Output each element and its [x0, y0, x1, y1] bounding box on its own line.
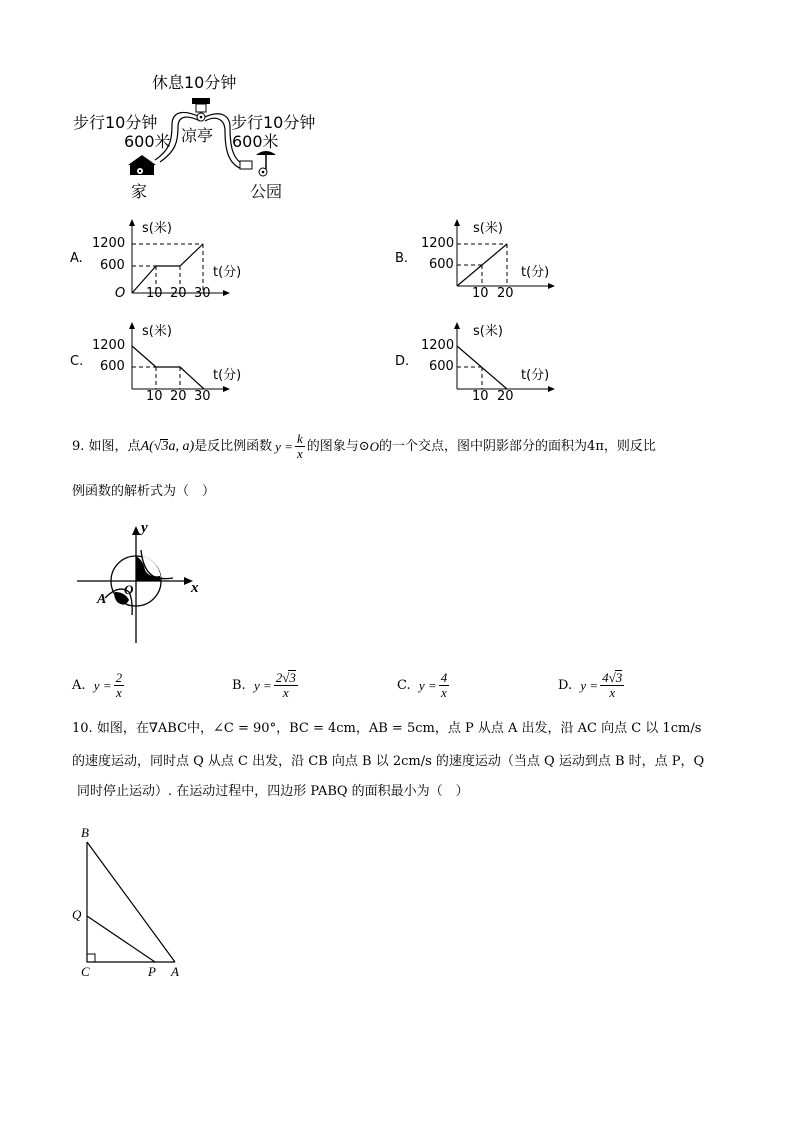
x-tick-20: 20: [170, 389, 187, 404]
option-letter: B.: [232, 677, 246, 693]
question-number: 10.: [72, 721, 93, 736]
option-letter: B.: [395, 251, 409, 266]
intro-figure: [60, 65, 340, 200]
park-label: 公园: [250, 182, 283, 201]
option-letter: A.: [72, 677, 86, 693]
q9-text-4: 的一个交点，图中阴影部分的面积为4π，则反比: [379, 438, 656, 454]
x-tick-10: 10: [472, 286, 489, 301]
graph-origin: O: [115, 286, 126, 301]
x-tick-30: 30: [194, 286, 211, 301]
question-10-line-2: 的速度运动，同时点 Q 从点 C 出发，沿 CB 向点 B 以 2cm/s 的速度运动（当点 Q 运动到点 B 时，点 P，Q: [72, 754, 705, 769]
option-fraction: $\frac{2}{x}$: [115, 669, 123, 700]
graph-option-a: [70, 215, 260, 305]
graph-s-label: s(米): [142, 221, 172, 236]
y-tick-600: 600: [100, 359, 125, 374]
y-tick-1200: 1200: [421, 338, 455, 353]
q9-text-1: 如图，点: [88, 438, 141, 454]
q9-figure: [75, 520, 205, 645]
x-tick-30: 30: [194, 389, 211, 404]
question-9-line-1: [72, 430, 732, 462]
x-tick-20: 20: [170, 286, 187, 301]
point-a-coords: A(√3a, a): [140, 438, 195, 454]
y-tick-1200: 1200: [92, 236, 126, 251]
vertex-c-label: C: [81, 964, 90, 979]
walk-right-distance: 600米: [232, 132, 279, 151]
home-label: 家: [131, 182, 148, 201]
q10-text-1: 如图，在∇ABC中，∠C = 90°，BC = 4cm，AB = 5cm，点 P 从点 A 出发，沿 AC 向点 C 以 1cm/s: [96, 721, 702, 736]
question-10-line-3: 同时停止运动）. 在运动过程中，四边形 PABQ 的面积最小为（ ）: [77, 784, 469, 799]
q9-options: [72, 663, 732, 707]
option-lhs: y =: [93, 677, 112, 693]
q9-option-c[interactable]: [397, 663, 451, 707]
graph-s-label: s(米): [142, 324, 172, 339]
x-tick-10: 10: [472, 389, 489, 404]
graph-s-label: s(米): [473, 324, 503, 339]
x-tick-20: 20: [497, 389, 514, 404]
walk-left-distance: 600米: [124, 132, 171, 151]
circle-hyperbola-diagram: [75, 520, 205, 645]
x-tick-10: 10: [146, 389, 163, 404]
question-10-line-1: [72, 722, 752, 742]
option-letter: D.: [558, 677, 573, 693]
home-icon: [128, 155, 156, 175]
q9-option-a[interactable]: [72, 663, 126, 707]
park-icon: [240, 151, 276, 176]
vertex-a-label: A: [171, 964, 179, 979]
pavilion-icon: [192, 98, 210, 121]
y-tick-600: 600: [429, 257, 454, 272]
rest-label: 休息10分钟: [152, 73, 237, 92]
q9-text-3: 的图象与⊙: [306, 438, 370, 454]
graph-t-label: t(分): [521, 368, 550, 383]
option-lhs: y =: [418, 677, 437, 693]
point-q-label: Q: [72, 907, 82, 922]
func-fraction: $\frac{k}{x}$: [296, 430, 303, 461]
y-tick-600: 600: [429, 359, 454, 374]
y-tick-1200: 1200: [421, 236, 455, 251]
x-tick-20: 20: [497, 286, 514, 301]
func-lhs: y =: [275, 438, 293, 454]
graph-option-d: [395, 318, 585, 408]
y-axis-label: y: [141, 520, 148, 536]
q9-text-2: 是反比例函数: [194, 438, 273, 454]
pavilion-label: 凉亭: [181, 126, 214, 145]
q10-figure: [70, 822, 190, 984]
point-p-label: P: [148, 964, 156, 979]
graph-s-label: s(米): [473, 221, 503, 236]
option-fraction: $\frac{4}{x}$: [440, 669, 448, 700]
y-tick-600: 600: [100, 258, 125, 273]
option-letter: D.: [395, 354, 410, 369]
graph-option-b: [395, 215, 585, 305]
question-10: [72, 722, 752, 798]
option-fraction: $\frac{4√3}{x}$: [602, 670, 623, 700]
x-axis-label: x: [191, 580, 199, 596]
option-fraction: $\frac{2√3}{x}$: [275, 670, 296, 700]
question-9: [72, 430, 732, 498]
triangle-diagram: [70, 822, 190, 984]
walk-left-label: 步行10分钟: [73, 113, 158, 132]
graph-t-label: t(分): [213, 368, 242, 383]
question-number: 9.: [72, 438, 85, 454]
graph-option-c: [70, 318, 260, 408]
option-letter: C.: [397, 677, 411, 693]
y-tick-1200: 1200: [92, 338, 126, 353]
graph-t-label: t(分): [213, 265, 242, 280]
vertex-b-label: B: [81, 825, 89, 840]
option-letter: A.: [70, 251, 83, 266]
circle-name: O: [369, 438, 380, 454]
q9-option-d[interactable]: [558, 663, 626, 707]
walk-right-label: 步行10分钟: [231, 113, 316, 132]
option-lhs: y =: [580, 677, 599, 693]
option-lhs: y =: [253, 677, 272, 693]
origin-label: O: [124, 582, 134, 597]
q9-option-b[interactable]: [232, 663, 300, 707]
question-9-line-2: 例函数的解析式为（ ）: [72, 484, 216, 499]
option-letter: C.: [70, 354, 84, 369]
x-tick-10: 10: [146, 286, 163, 301]
graph-t-label: t(分): [521, 265, 550, 280]
point-a-label: A: [97, 592, 107, 607]
